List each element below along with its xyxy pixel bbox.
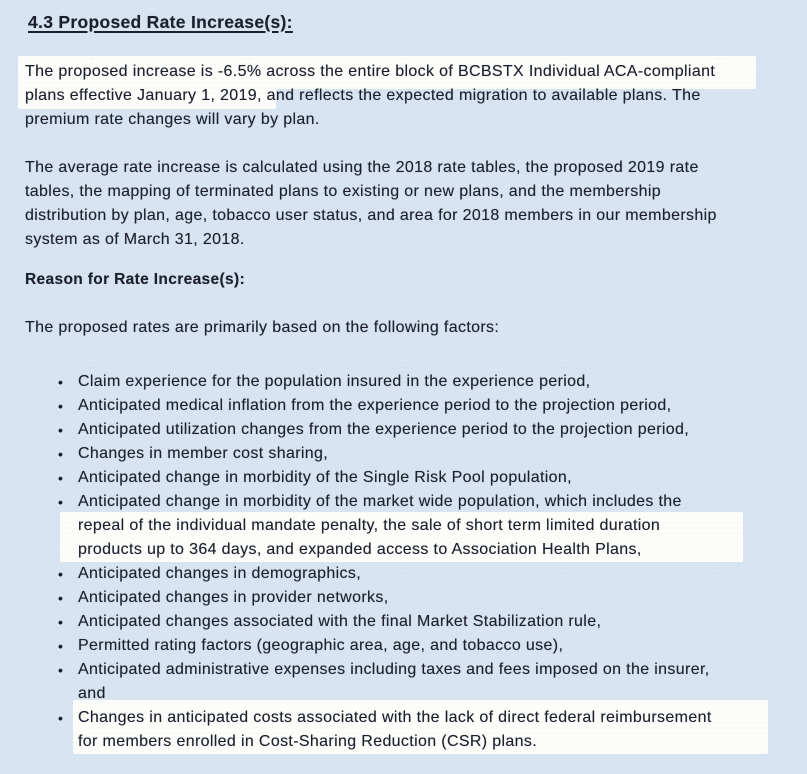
text-line: Anticipated changes in provider networks,: [78, 589, 389, 606]
section-heading: 4.3 Proposed Rate Increase(s):: [28, 12, 293, 32]
bullet-item: [25, 610, 712, 634]
bullet-item: [25, 586, 712, 610]
text-line: Claim experience for the population insured in the experience period,: [78, 373, 591, 390]
text-line: Anticipated medical inflation from the experience period to the projection period,: [78, 397, 672, 414]
bullet-item: [25, 562, 712, 586]
bullet-item: [25, 394, 712, 418]
text-line: and: [78, 685, 106, 702]
bullet-icon: •: [58, 566, 64, 582]
bullet-item-csr-costs: [25, 706, 712, 754]
factors-intro-line: The proposed rates are primarily based on the following factors:: [25, 319, 500, 336]
bullet-item: [25, 634, 712, 658]
bullet-icon: •: [58, 614, 64, 630]
text-line: plans effective January 1, 2019, and reflects the expected migration to available plans. The: [25, 87, 701, 104]
bullet-icon: •: [58, 638, 64, 654]
text-line: products up to 364 days, and expanded access to Association Health Plans,: [78, 541, 642, 558]
bullet-icon: •: [58, 590, 64, 606]
bullet-icon: •: [58, 494, 64, 510]
text-line: The average rate increase is calculated using the 2018 rate tables, the proposed 2019 rate: [25, 159, 699, 176]
text-line: Permitted rating factors (geographic area, age, and tobacco use),: [78, 637, 564, 654]
text-line: Anticipated utilization changes from the experience period to the projection period,: [78, 421, 690, 438]
text-line: Changes in anticipated costs associated with the lack of direct federal reimbursement: [78, 709, 712, 726]
text-line: distribution by plan, age, tobacco user status, and area for 2018 members in our membership: [25, 207, 717, 224]
text-line: for members enrolled in Cost-Sharing Reduction (CSR) plans.: [78, 733, 538, 750]
text-line: Anticipated administrative expenses including taxes and fees imposed on the insurer,: [78, 661, 710, 678]
bullet-icon: •: [58, 446, 64, 462]
bullet-icon: •: [58, 470, 64, 486]
text-line: Anticipated change in morbidity of the Single Risk Pool population,: [78, 469, 572, 486]
text-line: Anticipated change in morbidity of the market wide population, which includes the: [78, 493, 682, 510]
bullet-icon: •: [58, 710, 64, 726]
text-line: Changes in member cost sharing,: [78, 445, 329, 462]
bullet-item: [25, 466, 712, 490]
bullet-icon: •: [58, 398, 64, 414]
bullet-item-market-morbidity: [25, 490, 712, 562]
intro-paragraph: [25, 60, 715, 132]
text-line: system as of March 31, 2018.: [25, 231, 245, 248]
bullet-item: [25, 418, 712, 442]
factors-bullet-list: [25, 370, 712, 754]
text-line: repeal of the individual mandate penalty, the sale of short term limited duration: [78, 517, 661, 534]
reason-subheading: Reason for Rate Increase(s):: [25, 271, 245, 288]
text-line: Anticipated changes in demographics,: [78, 565, 361, 582]
bullet-item-admin-expenses: [25, 658, 712, 706]
text-line: tables, the mapping of terminated plans to existing or new plans, and the membership: [25, 183, 661, 200]
text-line: Anticipated changes associated with the final Market Stabilization rule,: [78, 613, 602, 630]
text-line: The proposed increase is -6.5% across the entire block of BCBSTX Individual ACA-compliant: [25, 63, 716, 80]
methodology-paragraph: [25, 156, 717, 252]
bullet-item: [25, 442, 712, 466]
text-line: premium rate changes will vary by plan.: [25, 111, 320, 128]
bullet-icon: •: [58, 422, 64, 438]
bullet-icon: •: [58, 374, 64, 390]
bullet-icon: •: [58, 662, 64, 678]
bullet-item: [25, 370, 712, 394]
